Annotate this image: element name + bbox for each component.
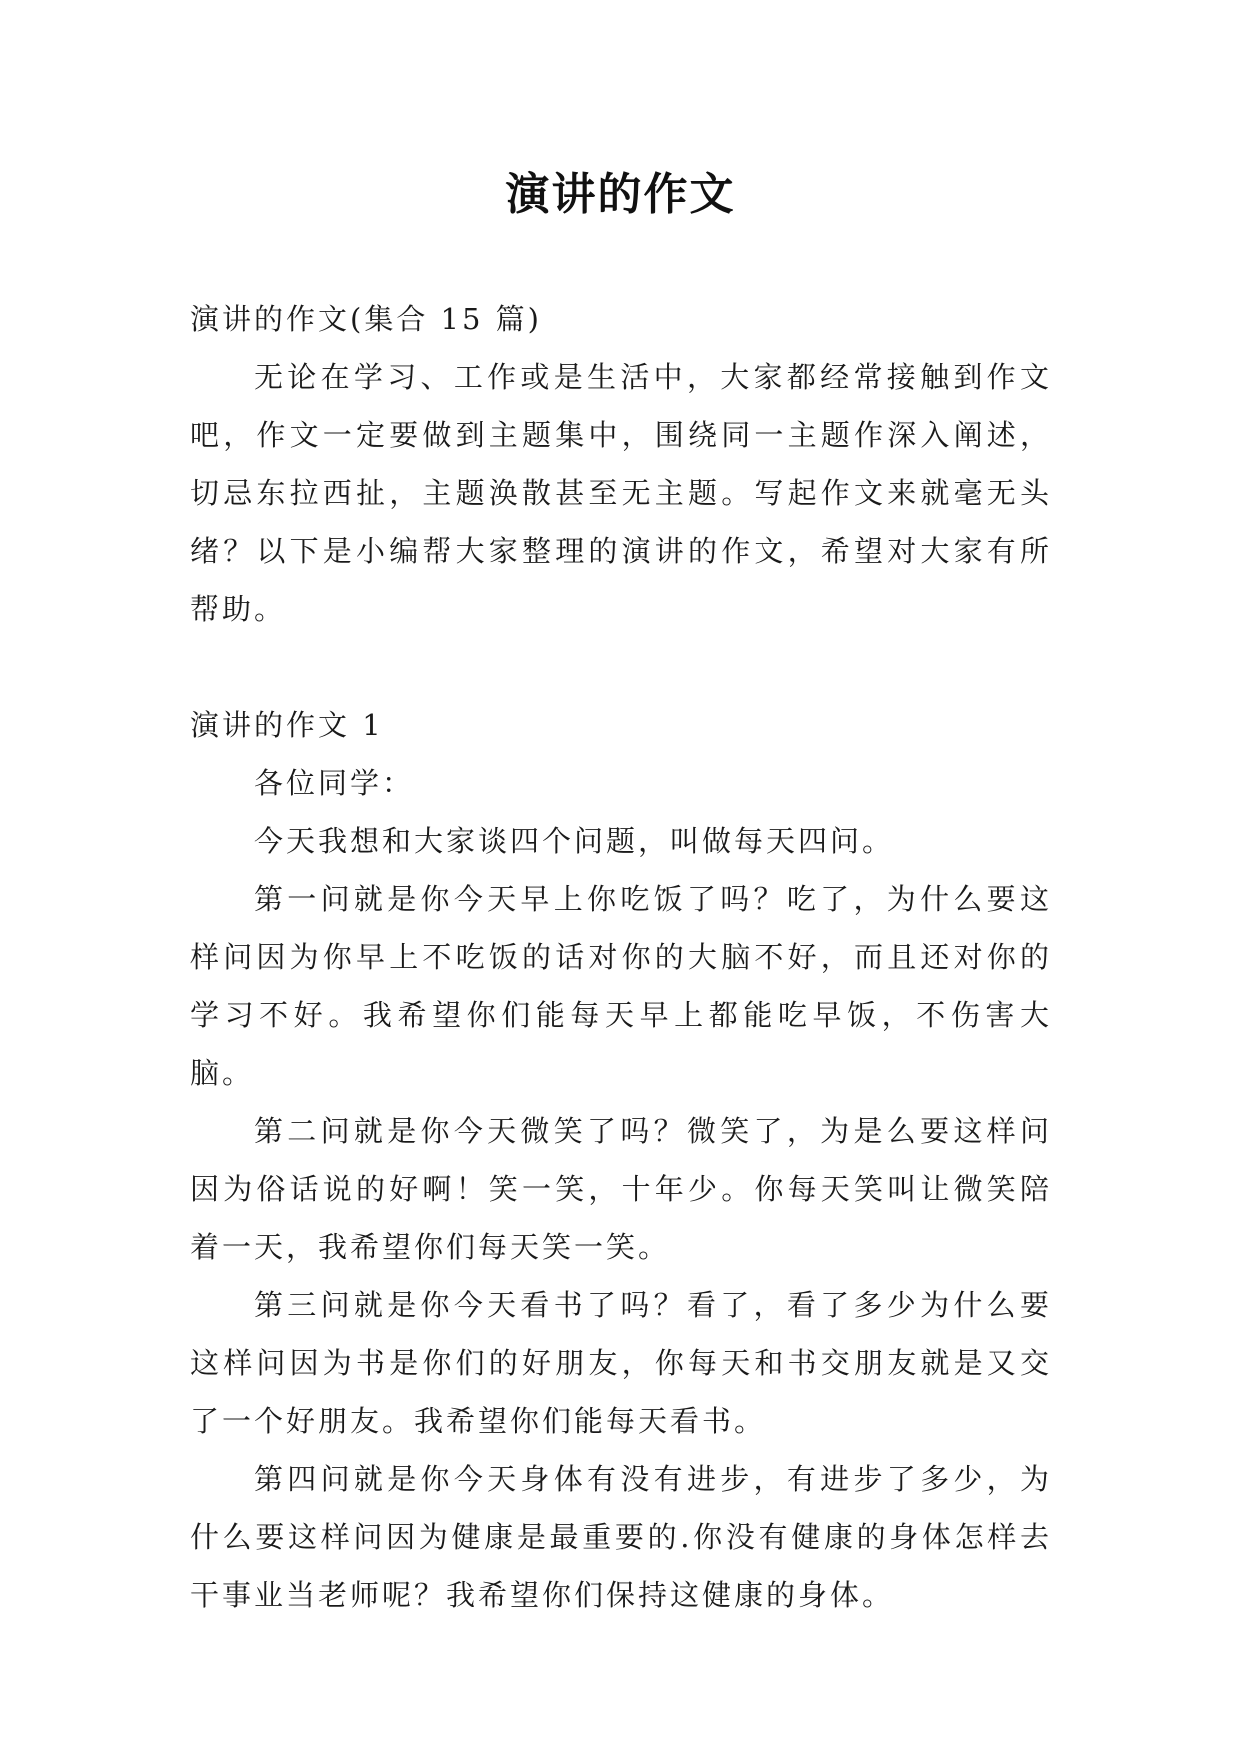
collection-subtitle: 演讲的作文(集合 15 篇) [190,302,542,336]
section-spacer [190,638,1052,696]
document-body [190,290,1052,1624]
document-title: 演讲的作文 [505,169,736,220]
paragraph-question-3: 第三问就是你今天看书了吗？看了，看了多少为什么要这样问因为书是你们的好朋友，你每天和书交朋友就是又交了一个好朋友。我希望你们能每天看书。 [190,1288,1052,1438]
paragraph-topic: 今天我想和大家谈四个问题，叫做每天四问。 [254,824,895,858]
paragraph-greeting: 各位同学： [254,766,415,800]
section-heading: 演讲的作文 1 [190,708,384,742]
paragraph-question-2: 第二问就是你今天微笑了吗？微笑了，为是么要这样问因为俗话说的好啊！笑一笑，十年少。你每天笑叫让微笑陪着一天，我希望你们每天笑一笑。 [190,1114,1052,1264]
intro-paragraph: 无论在学习、工作或是生活中，大家都经常接触到作文吧，作文一定要做到主题集中，围绕同一主题作深入阐述，切忌东拉西扯，主题涣散甚至无主题。写起作文来就毫无头绪？以下是小编帮大家整理的演讲的作文，希望对大家有所帮助。 [190,360,1052,626]
paragraph-question-4: 第四问就是你今天身体有没有进步，有进步了多少，为什么要这样问因为健康是最重要的.你没有健康的身体怎样去干事业当老师呢？我希望你们保持这健康的身体。 [190,1462,1052,1612]
paragraph-question-1: 第一问就是你今天早上你吃饭了吗？吃了，为什么要这样问因为你早上不吃饭的话对你的大脑不好，而且还对你的学习不好。我希望你们能每天早上都能吃早饭，不伤害大脑。 [190,882,1052,1090]
